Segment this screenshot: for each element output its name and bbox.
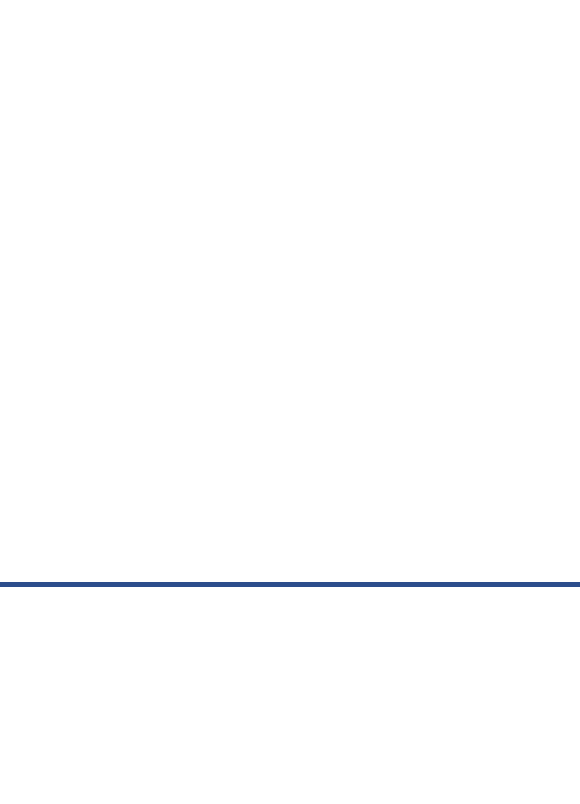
classifieds-area: [5, 592, 575, 800]
annunci-banner: [0, 552, 580, 588]
obituaries-area: [8, 30, 576, 550]
banner-strip: [0, 582, 580, 587]
